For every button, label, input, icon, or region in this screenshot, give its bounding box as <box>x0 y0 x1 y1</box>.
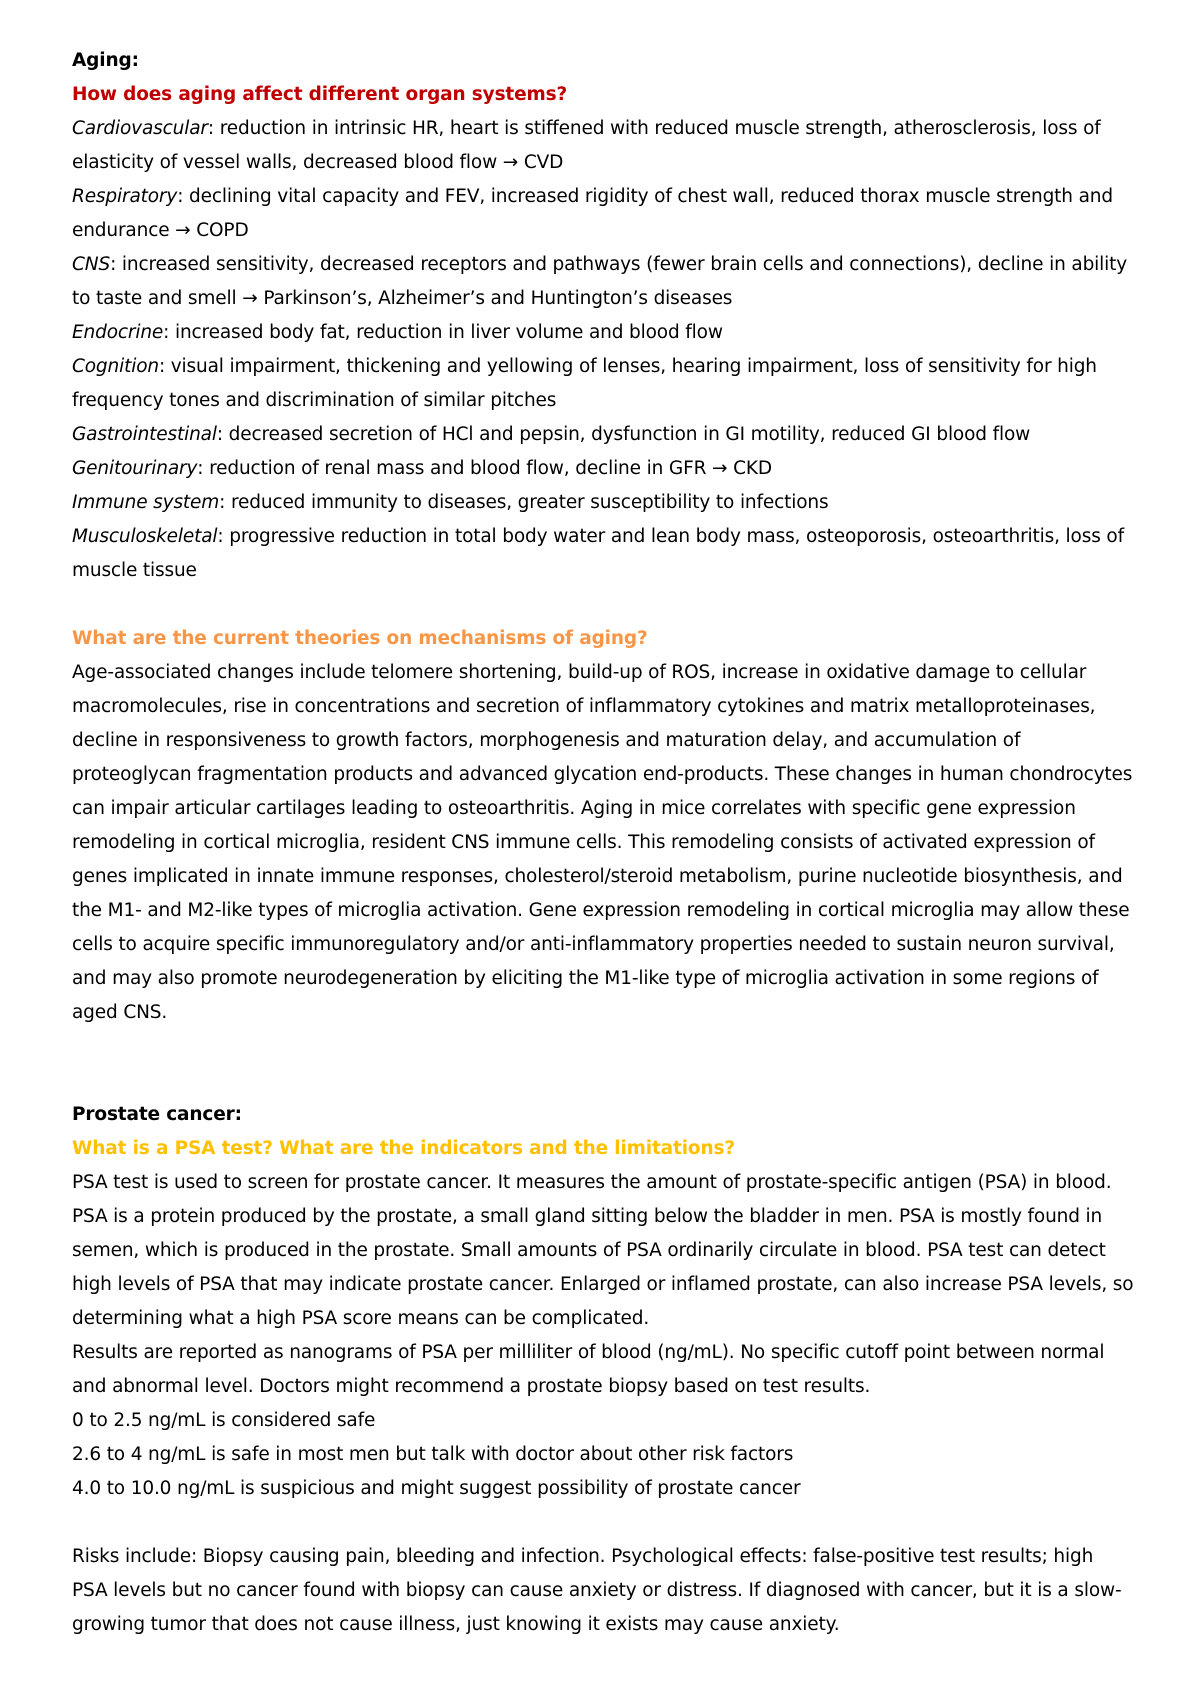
system-term: Respiratory <box>72 186 178 207</box>
system-term: CNS <box>72 254 111 275</box>
aging-theories-paragraph: Age-associated changes include telomere shortening, build-up of ROS, increase in oxidative damage to cellular macromolecules, rise in concentrations and secretion of inflammatory cytokines and matrix metalloproteinases, decline in responsiveness to growth factors, morphogenesis and maturation delay, and accumulation of proteoglycan fragmentation products and advanced glycation end-products. These changes in human chondrocytes can impair articular cartilages leading to osteoarthritis. Aging in mice correlates with specific gene expression remodeling in cortical microglia, resident CNS immune cells. This remodeling consists of activated expression of genes implicated in innate immune responses, cholesterol/steroid metabolism, purine nucleotide biosynthesis, and the M1- and M2-like types of microglia activation. Gene expression remodeling in cortical microglia may allow these cells to acquire specific immunoregulatory and/or anti-inflammatory properties needed to sustain neuron survival, and may also promote neurodegeneration by eliciting the M1-like type of microglia activation in some regions of aged CNS. <box>72 662 1133 1023</box>
aging-heading: Aging: <box>72 50 139 71</box>
aging-theories-question: What are the current theories on mechanisms of aging? <box>72 628 648 649</box>
system-cns <box>72 248 1134 316</box>
prostate-heading: Prostate cancer: <box>72 1104 242 1125</box>
system-text: : increased body fat, reduction in liver volume and blood flow <box>163 322 723 343</box>
psa-intro-paragraph: PSA test is used to screen for prostate cancer. It measures the amount of prostate-specific antigen (PSA) in blood. PSA is a protein produced by the prostate, a small gland sitting below the bladder in men. PSA is mostly found in semen, which is produced in the prostate. Small amounts of PSA ordinarily circulate in blood. PSA test can detect high levels of PSA that may indicate prostate cancer. Enlarged or inflamed prostate, can also increase PSA levels, so determining what a high PSA score means can be complicated. <box>72 1172 1134 1329</box>
psa-levels-list <box>72 1404 1134 1506</box>
system-term: Musculoskeletal <box>72 526 218 547</box>
organ-systems-list <box>72 112 1134 588</box>
system-text: : reduced immunity to diseases, greater susceptibility to infections <box>219 492 829 513</box>
system-text: : reduction in intrinsic HR, heart is stiffened with reduced muscle strength, atherosclerosis, loss of elasticity of vessel walls, decreased blood flow → CVD <box>72 118 1101 173</box>
system-text: : reduction of renal mass and blood flow, decline in GFR → CKD <box>197 458 772 479</box>
system-text: : progressive reduction in total body water and lean body mass, osteoporosis, osteoarthritis, loss of muscle tissue <box>72 526 1124 581</box>
psa-level-item: 0 to 2.5 ng/mL is considered safe <box>72 1410 376 1431</box>
psa-level-item: 2.6 to 4 ng/mL is safe in most men but talk with doctor about other risk factors <box>72 1444 794 1465</box>
system-genitourinary <box>72 452 1134 486</box>
psa-results-paragraph: Results are reported as nanograms of PSA per milliliter of blood (ng/mL). No specific cutoff point between normal and abnormal level. Doctors might recommend a prostate biopsy based on test results. <box>72 1342 1105 1397</box>
system-text: : decreased secretion of HCl and pepsin, dysfunction in GI motility, reduced GI blood flow <box>216 424 1031 445</box>
system-endocrine <box>72 316 1134 350</box>
psa-question: What is a PSA test? What are the indicators and the limitations? <box>72 1138 735 1159</box>
system-term: Endocrine <box>72 322 164 343</box>
psa-level-item: 4.0 to 10.0 ng/mL is suspicious and might suggest possibility of prostate cancer <box>72 1478 801 1499</box>
system-text: : declining vital capacity and FEV, increased rigidity of chest wall, reduced thorax muscle strength and endurance → COPD <box>72 186 1113 241</box>
spacer <box>72 588 1134 622</box>
psa-risks-paragraph: Risks include: Biopsy causing pain, bleeding and infection. Psychological effects: false-positive test results; high PSA levels but no cancer found with biopsy can cause anxiety or distress. If diagnosed with cancer, but it is a slow-growing tumor that does not cause illness, just knowing it exists may cause anxiety. <box>72 1546 1122 1635</box>
system-term: Gastrointestinal <box>72 424 217 445</box>
system-cardiovascular <box>72 112 1134 180</box>
system-term: Genitourinary <box>72 458 198 479</box>
system-cognition <box>72 350 1134 418</box>
system-text: : increased sensitivity, decreased receptors and pathways (fewer brain cells and connections), decline in ability to taste and smell → Parkinson’s, Alzheimer’s and Huntington’s diseases <box>72 254 1128 309</box>
system-term: Cardiovascular <box>72 118 208 139</box>
aging-organ-question: How does aging affect different organ systems? <box>72 84 568 105</box>
system-term: Cognition <box>72 356 159 377</box>
system-immune <box>72 486 1134 520</box>
system-text: : visual impairment, thickening and yellowing of lenses, hearing impairment, loss of sensitivity for high frequency tones and discrimination of similar pitches <box>72 356 1097 411</box>
system-gastrointestinal <box>72 418 1134 452</box>
system-musculoskeletal <box>72 520 1134 588</box>
system-respiratory <box>72 180 1134 248</box>
system-term: Immune system <box>72 492 220 513</box>
spacer <box>72 1030 1134 1098</box>
spacer <box>72 1506 1134 1540</box>
